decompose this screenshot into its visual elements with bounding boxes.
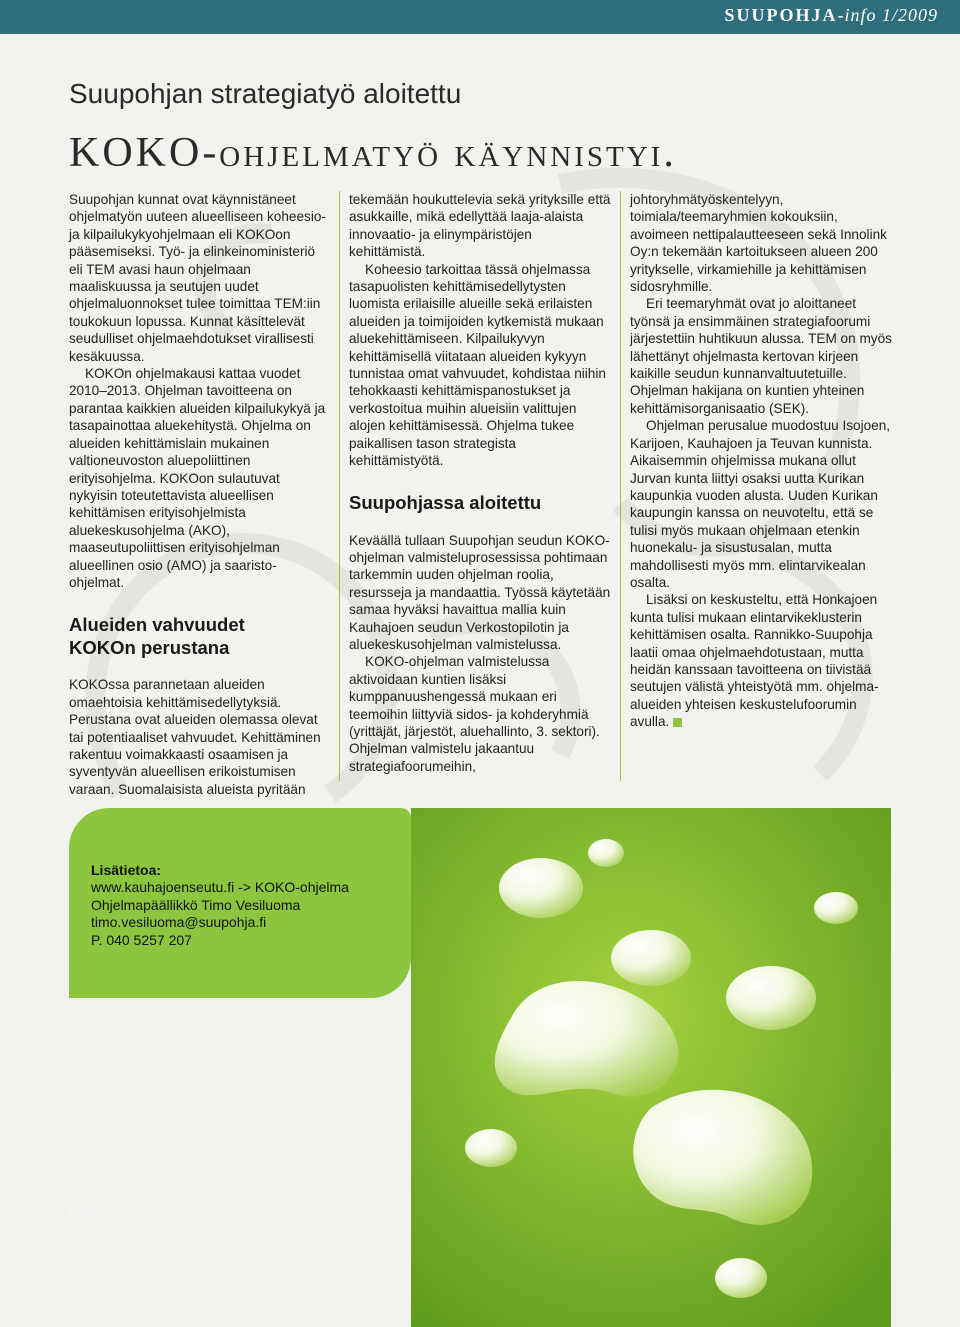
article-kicker: Suupohjan strategiatyö aloitettu [69, 78, 462, 109]
photo-caption: Nikkarikeskus [69, 1206, 157, 1221]
info-box-text [91, 862, 349, 949]
paragraph: KOKO-ohjelman valmistelussa aktivoidaan kuntien lisäksi kumppanuushengessä mukaan eri teemoihin liittyviä sidos- ja kohderyhmiä (yrittäjät, järjestöt, aluehallinto, 3. sektori). Ohjelman valmistelu jakaantuu strategiafoorumeihin, [349, 654, 600, 774]
column-divider [620, 191, 621, 781]
info-label: Lisätietoa: [91, 862, 162, 878]
paragraph: Suupohjan kunnat ovat käynnistäneet ohjelmatyön uuteen alueelliseen koheesio- ja kilpailukykyohjelmaan eli KOKOon pääsemiseksi. Työ- ja elinkeinoministeriö eli TEM avasi haun ohjelmaan maaliskuussa ja seutujen uudet ohjelmaluonnokset tulee toimittaa TEM:iin toukokuun lopussa. Kunnat käsittelevät seudulliset ohjelmaehdotukset virallisesti kesäkuussa. [69, 192, 326, 364]
info-contact-name: Ohjelmapäällikkö Timo Vesiluoma [91, 896, 301, 913]
paragraph: Eri teemaryhmät ovat jo aloittaneet työnsä ja ensimmäinen strategiafoorumi järjestettiin huhtikuun alussa. TEM on myös lähettänyt ohjelmasta kertovan kirjeen kaikille seudun kunnanvaltuutetuille. Ohjelman hakijana on kuntien yhteinen kehittämisorganisaatio (SEK). [630, 296, 892, 416]
column-2 [349, 191, 611, 775]
paragraph: KOKOssa parannetaan alueiden omaehtoisia kehittämisedellytyksiä. Perustana ovat alueiden olemassa olevat tai potentiaaliset vahvuudet. Kehittäminen rakentuu voimakkaasti osaamisen ja syventyvän alueellisen erikoistumisen varaan. Suomalaisista alueista pyritään [69, 677, 321, 797]
paragraph: tekemään houkuttelevia sekä yrityksille että asukkaille, mikä edellyttää laaja-alaista innovaatio- ja elinympäristöjen kehittämistä. [349, 192, 611, 260]
paragraph: Ohjelman perusalue muodostuu Isojoen, Karijoen, Kauhajoen ja Teuvan kunnista. Aikaisemmin ohjelmissa mukana ollut Jurvan kunta liittyi osaksi uutta Kurikan kaupunkia vuoden alusta. Uuden Kurikan kaupungin kanssa on neuvoteltu, että se tulisi myös mukaan ohjelmaan etenkin huonekalu- ja sisustusalan, mutta mahdollisesti myös mm. elintarvikealan osalta. [630, 418, 891, 590]
header-bar [0, 0, 960, 34]
info-phone: P. 040 5257 207 [91, 931, 192, 948]
paragraph: Koheesio tarkoittaa tässä ohjelmassa tasapuolisten kehittämisedellytysten luomista erilaisille alueille sekä erilaisten alueiden ja toimijoiden kytkemistä mukaan aluekehittämiseen. Kilpailukyvyn kehittämisellä viitataan alueiden kykyyn tunnistaa omat vahvuudet, kohdistaa niihin tehokkaasti kehittämispanostukset ja verkostoitua muihin alueisiin valittujen alojen kehittämisessä. Ohjelma tukee paikallisen tason strategista kehittämistyötä. [349, 261, 606, 469]
decorative-photo [411, 808, 891, 1327]
paragraph: johtoryhmätyöskentelyyn, toimiala/teemaryhmien kokouksiin, avoimeen nettipalautteeseen sekä Innolink Oy:n tekemään kartoitukseen alueen 200 yritykselle, virkamiehille ja kehittämisen sidosryhmille. [630, 192, 887, 295]
info-email[interactable]: timo.vesiluoma@suupohja.fi [91, 914, 267, 931]
info-link[interactable]: www.kauhajoenseutu.fi -> KOKO-ohjelma [91, 879, 349, 896]
water-drops-illustration [411, 808, 891, 1327]
end-mark-icon [673, 718, 682, 727]
section-subheading: Suupohjassa aloitettu [349, 491, 542, 513]
paragraph: KOKOn ohjelmakausi kattaa vuodet 2010–2013. Ohjelman tavoitteena on parantaa kaikkien alueiden kilpailukykyä ja tasapainottaa aluekehitystä. Ohjelma on alueiden kehittämislain mukainen valtioneuvoston aluepoliittinen erityisohjelma. KOKOon sulautuvat nykyisin toteutettavista alueellisen kehittämisen erityisohjelmista aluekeskusohjelma (AKO), maaseutupoliittisen erityisohjelman alueellinen osio (AMO) ja saaristo-ohjelmat. [69, 366, 326, 590]
paragraph: Keväällä tullaan Suupohjan seudun KOKO-ohjelman valmisteluprosessissa pohtimaan tarkemmin uuden ohjelman roolia, resursseja ja mandaattia. Työssä käytetään samaa hyväksi havaittua mallia kuin Kauhajoen seudun Verkostopilotin ja aluekeskusohjelman valmistelussa. [349, 532, 611, 652]
publication-title: SUUPOHJA-info 1/2009 [724, 5, 938, 25]
section-subheading: Alueiden vahvuudet KOKOn perustana [69, 614, 245, 659]
column-1 [69, 191, 326, 798]
column-divider [339, 191, 340, 781]
article-headline: KOKO-ohjelmatyö käynnistyi. [69, 130, 677, 176]
column-3 [630, 191, 892, 731]
paragraph: Lisäksi on keskusteltu, että Honkajoen kunta tulisi mukaan elintarvikeklusterin kehittämisen osalta. Rannikko-Suupohja laatii omaa ohjelmaehdotustaan, mutta heidän kanssaan tavoitteena on tiivistää seutujen välistä yhteistyötä mm. ohjelma-alueiden yhteisen keskustelufoorumin avulla. [630, 592, 879, 730]
